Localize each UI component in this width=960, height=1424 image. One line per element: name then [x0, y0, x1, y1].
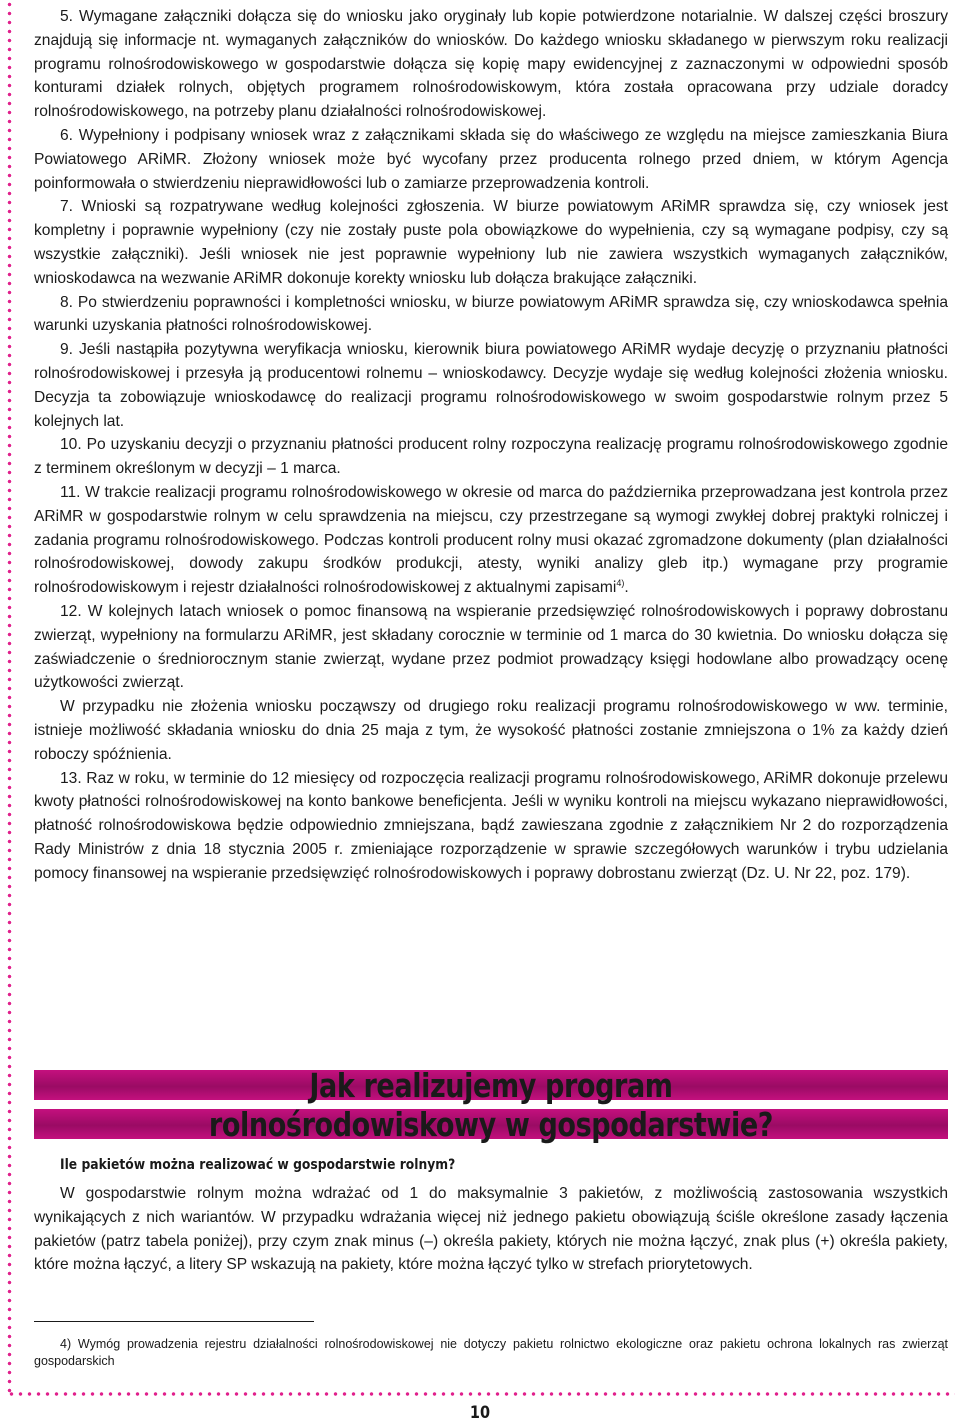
paragraph-12-continued: W przypadku nie złożenia wniosku począwszy od drugiego roku realizacji programu rolnośrodowiskowego w ww. terminie, istnieje możliwość składania wniosku do dnia 25 maja z tym, że wysokość płatności zostanie zmniejszona o 1% za każdy dzień roboczy spóźnienia. — [34, 698, 948, 763]
paragraph-9: 9. Jeśli nastąpiła pozytywna weryfikacja wniosku, kierownik biura powiatowego ARiMR wydaje decyzję o przyznaniu płatności rolnośrodowiskowej i przesyła ją producentowi rolnemu – wnioskodawcy. Decyzje wydaje się według kolejności złożenia wniosku. Decyzja ta zobowiązuje wnioskodawcę do realizacji programu rolnośrodowiskowego w swoim gospodarstwie rolnym przez 5 kolejnych lat. — [34, 341, 948, 430]
section-banner — [34, 1064, 948, 1144]
paragraph-10: 10. Po uzyskaniu decyzji o przyznaniu płatności producent rolny rozpoczyna realizację programu rolnośrodowiskowego zgodnie z terminem określonym w decyzji – 1 marca. — [34, 436, 948, 478]
main-text — [34, 5, 948, 885]
section-subheading: Ile pakietów można realizować w gospodarstwie rolnym? — [60, 1157, 456, 1173]
section-body-paragraph: W gospodarstwie rolnym można wdrażać od 1 do maksymalnie 3 pakietów, z możliwością zastosowania wszystkich wynikających z nich wariantów. W przypadku wdrażania więcej niż jednego pakietu obowiązują ściśle określone zasady łączenia pakietów (patrz tabela poniżej), przy czym znak minus (–) określa pakiety, których nie można łączyć, znak plus (+) określa pakiety, które można łączyć, a litery SP wskazują na pakiety, które można łączyć tylko w strefach priorytetowych. — [34, 1185, 948, 1274]
footnote — [34, 1336, 948, 1370]
footnote-text: 4) Wymóg prowadzenia rejestru działalności rolnośrodowiskowej nie dotyczy pakietu rolnictwo ekologiczne oraz pakietu ochrona lokalnych ras zwierząt gospodarskich — [34, 1337, 948, 1368]
section-title-line-1: Jak realizujemy program — [309, 1066, 673, 1105]
paragraph-12: 12. W kolejnych latach wniosek o pomoc finansową na wspieranie przedsięwzięć rolnośrodowiskowych i poprawy dobrostanu zwierząt, wypełniony na formularzu ARiMR, jest składany corocznie w terminie od 1 marca do 30 kwietnia. Do wniosku dołącza się zaświadczenie o średniorocznym stanie zwierząt, wydane przez podmiot prowadzący księgi hodowlane albo prowadzący ocenę użytkowości zwierząt. — [34, 602, 948, 692]
footnote-reference: 4) — [616, 577, 625, 588]
paragraph-8: 8. Po stwierdzeniu poprawności i kompletności wniosku, w biurze powiatowym ARiMR sprawdza się, czy wnioskodawca spełnia warunki uzyskania płatności rolnośrodowiskowej. — [34, 293, 948, 335]
paragraph-5: 5. Wymagane załączniki dołącza się do wniosku jako oryginały lub kopie potwierdzone notarialnie. W dalszej części broszury znajdują się informacje nt. wymaganych załączników do wniosków. Do każdego wniosku składanego w pierwszym roku realizacji programu rolnośrodowiskowego w gospodarstwie dołącza się kopię mapy ewidencyjnej z zaznaczonymi w odpowiedni sposób konturami działek rolnych, objętych programem rolnośrodowiskowym, która została opracowana przy udziale doradcy rolnośrodowiskowego, na potrzeby planu działalności rolnośrodowiskowej. — [34, 8, 948, 121]
decorative-dotted-border-bottom — [7, 1391, 955, 1397]
paragraph-11 — [34, 481, 948, 600]
paragraph-7: 7. Wnioski są rozpatrywane według kolejności zgłoszenia. W biurze powiatowym ARiMR sprawdza się, czy wniosek jest kompletny i poprawnie wypełniony (czy nie zostały puste pola obowiązkowe do wypełnienia, czy są wymagane podpisy, czy są wszystkie załączniki). Jeśli wniosek nie jest poprawnie wypełniony lub nie zawiera wszystkich wymaganych załączników, wnioskodawca na wezwanie ARiMR dokonuje korekty wniosku lub dołącza brakujące załączniki. — [34, 198, 948, 287]
section-title — [116, 1066, 865, 1144]
decorative-dotted-border-left — [7, 0, 12, 1395]
paragraph-13: 13. Raz w roku, w terminie do 12 miesięcy od rozpoczęcia realizacji programu rolnośrodowiskowego, ARiMR dokonuje przelewu kwoty płatności rolnośrodowiskowej na konto bankowe beneficjenta. Jeśli w wyniku kontroli na miejscu wykazano nieprawidłowości, płatność rolnośrodowiskowa będzie odpowiednio zmniejszana, bądź zawieszana zgodnie z załącznikiem Nr 2 do rozporządzenia Rady Ministrów z dnia 18 stycznia 2005 r. zmieniające rozporządzenie w sprawie szczegółowych warunków i trybu udzielania pomocy finansowej na wspieranie przedsięwzięć rolnośrodowiskowych i poprawy dobrostanu zwierząt (Dz. U. Nr 22, poz. 179). — [34, 769, 948, 882]
section-title-line-2: rolnośrodowiskowy w gospodarstwie? — [208, 1105, 774, 1144]
paragraph-6: 6. Wypełniony i podpisany wniosek wraz z załącznikami składa się do właściwego ze względu na miejsce zamieszkania Biura Powiatowego ARiMR. Złożony wniosek może być wycofany przez producenta rolnego przed dniem, w którym Agencja poinformowała o stwierdzeniu nieprawidłowości lub o zamiarze przeprowadzenia kontroli. — [34, 126, 948, 192]
page-number: 10 — [469, 1403, 491, 1423]
paragraph-11-text: 11. W trakcie realizacji programu rolnośrodowiskowego w okresie od marca do października przeprowadzana jest kontrola przez ARiMR w gospodarstwie rolnym w celu sprawdzenia na miejscu, czy przestrzegane są wymogi zwykłej dobrej praktyki rolniczej i zadania programu rolnośrodowiskowego. Podczas kontroli producent rolny musi okazać zgromadzone dokumenty (plan działalności rolnośrodowiskowej, dowody zakupu środków produkcji, atesty, wyniki analizy gleb itp.) wymagane przy programie rolnośrodowiskowym i rejestr działalności rolnośrodowiskowej z aktualnymi zapisami — [34, 483, 948, 597]
section-body — [34, 1182, 948, 1277]
footnote-divider — [34, 1321, 314, 1322]
paragraph-11-tail: . — [624, 579, 629, 597]
